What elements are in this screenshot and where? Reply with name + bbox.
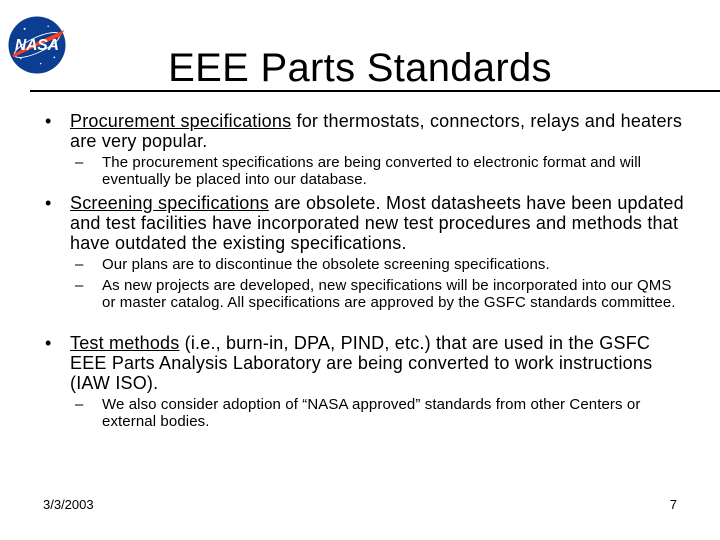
bullet-item (45, 193, 685, 253)
bullet-text: Test methods (i.e., burn-in, DPA, PIND, etc.) that are used in the GSFC EEE Parts Analysis Laboratory are being converted to work instructions (IAW ISO). (70, 333, 653, 393)
slide-title: EEE Parts Standards (168, 46, 552, 90)
page-number: 7 (669, 497, 677, 512)
sub-bullet-item (75, 256, 685, 273)
sub-bullet-item (75, 277, 685, 311)
sub-bullet-item (75, 154, 685, 188)
bullet-text: Procurement specifications for thermostats, connectors, relays and heaters are very popular. (70, 111, 683, 151)
sub-bullet-item (75, 396, 685, 430)
bullet-item (45, 111, 685, 151)
sub-bullet-marker: – (75, 154, 84, 171)
bullet-text: Screening specifications are obsolete. Most datasheets have been updated and test facilities have incorporated new test procedures and methods that have outdated the existing specifications. (70, 193, 684, 253)
title-divider (30, 90, 720, 92)
sub-bullet-text: We also consider adoption of “NASA approved” standards from other Centers or external bodies. (102, 396, 641, 430)
sub-bullet-marker: – (75, 277, 84, 294)
bullet-item (45, 333, 685, 393)
sub-bullet-text: The procurement specifications are being converted to electronic format and will eventually be placed into our database. (102, 154, 642, 188)
test-methods-link[interactable]: Test methods (70, 333, 180, 353)
sub-bullet-marker: – (75, 396, 84, 413)
bullet-marker: • (45, 111, 52, 131)
procurement-specifications-link[interactable]: Procurement specifications (70, 111, 292, 131)
sub-bullet-marker: – (75, 256, 84, 273)
logo-text: NASA (15, 36, 59, 54)
screening-specifications-link[interactable]: Screening specifications (70, 193, 269, 213)
footer-date: 3/3/2003 (43, 497, 94, 512)
sub-bullet-text: Our plans are to discontinue the obsolete screening specifications. (102, 256, 550, 273)
bullet-marker: • (45, 193, 52, 213)
bullet-marker: • (45, 333, 52, 353)
sub-bullet-text: As new projects are developed, new specifications will be incorporated into our QMS or master catalog. All specifications are approved by the GSFC standards committee. (102, 277, 676, 311)
